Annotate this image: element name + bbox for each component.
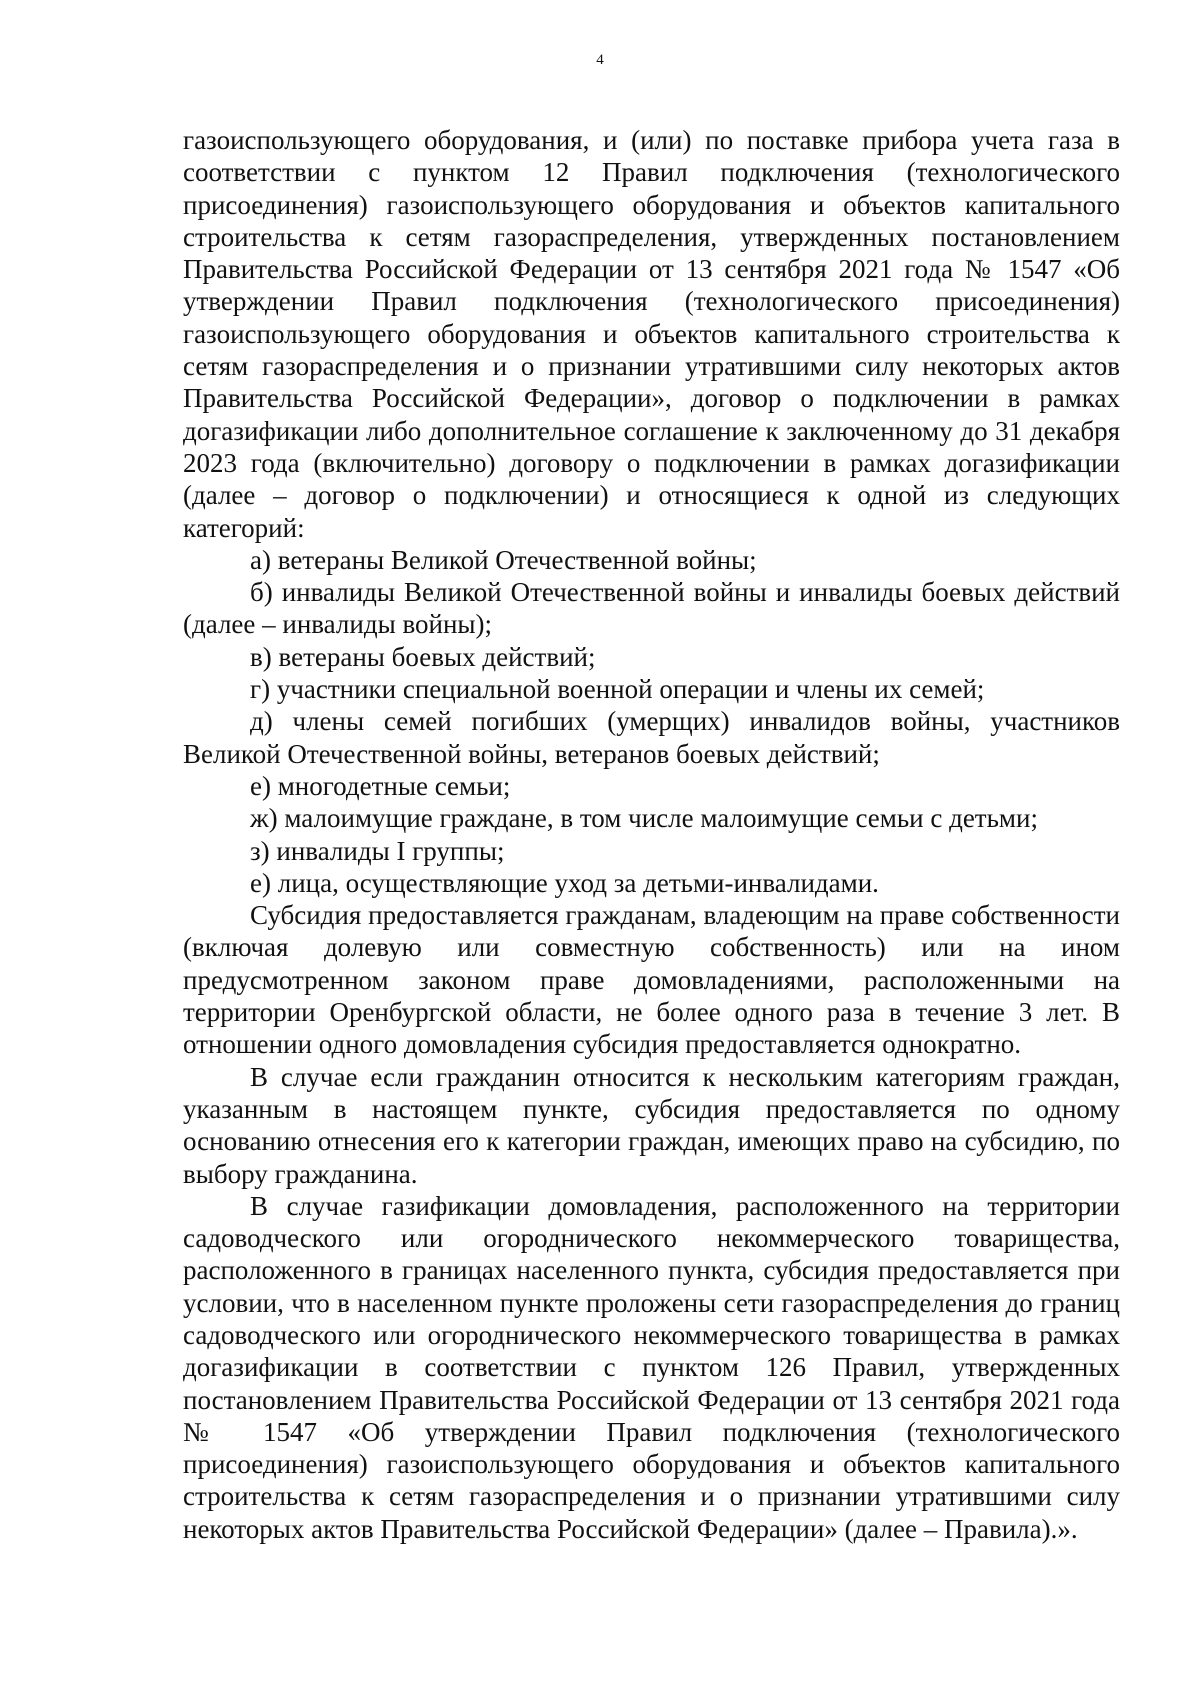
list-item-d: д) члены семей погибших (умерщих) инвалидов войны, участников Великой Отечественной войны, ветеранов боевых действий; bbox=[183, 706, 1120, 769]
paragraph-continuation: газоиспользующего оборудования, и (или) по поставке прибора учета газа в соответствии с пунктом 12 Правил подключения (технологического присоединения) газоиспользующего оборудования и объектов капитального строительства к сетям газораспределения, утвержденных постановлением Правительства Российской Федерации от 13 сентября 2021 года № 1547 «Об утверждении Правил подключения (технологического присоединения) газоиспользующего оборудования и объектов капитального строительства к сетям газораспределения и о признании утратившими силу некоторых актов Правительства Российской Федерации», договор о подключении в рамках догазификации либо дополнительное соглашение к заключенному до 31 декабря 2023 года (включительно) договору о подключении в рамках догазификации (далее – договор о подключении) и относящиеся к одной из следующих категорий: bbox=[183, 125, 1120, 543]
paragraph-multiple-categories: В случае если гражданин относится к нескольким категориям граждан, указанным в настоящем пункте, субсидия предоставляется по одному основанию отнесения его к категории граждан, имеющих право на субсидию, по выбору гражданина. bbox=[183, 1061, 1120, 1189]
list-item-g: г) участники специальной военной операции и члены их семей; bbox=[250, 674, 985, 705]
list-item-v: в) ветераны боевых действий; bbox=[250, 641, 596, 672]
list-item-b: б) инвалиды Великой Отечественной войны и инвалиды боевых действий (далее – инвалиды войны); bbox=[183, 577, 1120, 640]
list-item-a: а) ветераны Великой Отечественной войны; bbox=[250, 544, 757, 575]
paragraph-gasification: В случае газификации домовладения, расположенного на территории садоводческого или огороднического некоммерческого товарищества, расположенного в границах населенного пункта, субсидия предоставляется при условии, что в населенном пункте проложены сети газораспределения до границ садоводческого или огороднического некоммерческого товарищества в рамках догазификации в соответствии с пунктом 126 Правил, утвержденных постановлением Правительства Российской Федерации от 13 сентября 2021 года № 1547 «Об утверждении Правил подключения (технологического присоединения) газоиспользующего оборудования и объектов капитального строительства к сетям газораспределения и о признании утратившими силу некоторых актов Правительства Российской Федерации» (далее – Правила).». bbox=[183, 1190, 1120, 1544]
list-item-zh: ж) малоимущие граждане, в том числе малоимущие семьи с детьми; bbox=[250, 803, 1038, 834]
paragraph-subsidy: Субсидия предоставляется гражданам, владеющим на праве собственности (включая долевую или совместную собственность) или на ином предусмотренном законом праве домовладениями, расположенными на территории Оренбургской области, не более одного раза в течение 3 лет. В отношении одного домовладения субсидия предоставляется однократно. bbox=[183, 900, 1120, 1060]
page-number: 4 bbox=[596, 52, 604, 68]
list-item-z: з) инвалиды I группы; bbox=[250, 835, 505, 866]
list-item-e: е) многодетные семьи; bbox=[250, 770, 511, 801]
document-body bbox=[183, 124, 1120, 1545]
list-item-e2: е) лица, осуществляющие уход за детьми-инвалидами. bbox=[250, 867, 879, 898]
